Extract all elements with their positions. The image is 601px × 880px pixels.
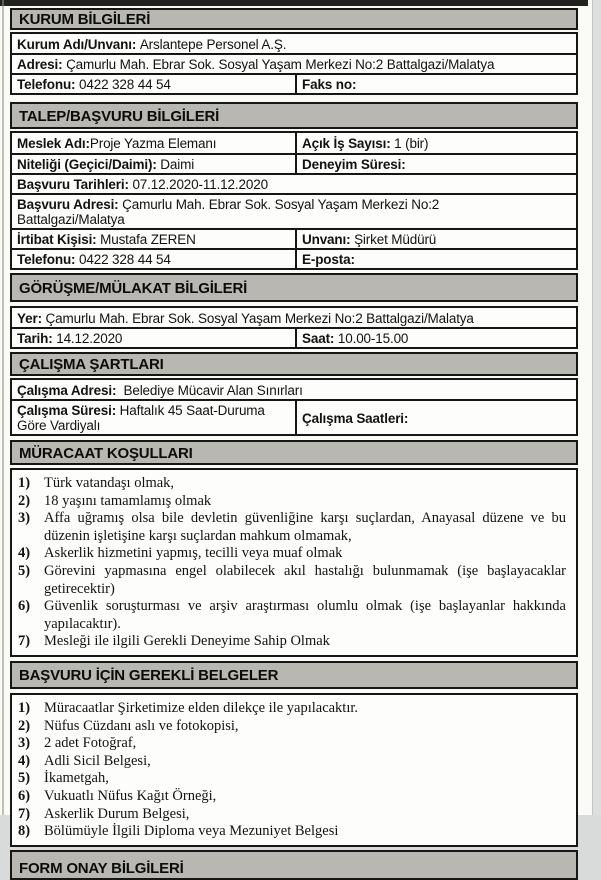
calisma-suresi-value: Haftalık 45 Saat-Duruma Göre Vardiyalı <box>17 403 269 433</box>
list-item-number: 8) <box>18 823 31 840</box>
kurum-adi-label: Kurum Adı/Unvanı: <box>17 36 137 52</box>
unvani-label: Unvanı: <box>302 232 351 247</box>
tarih-value: 14.12.2020 <box>52 331 123 346</box>
telefonu-label: Telefonu: <box>17 252 76 267</box>
list-item <box>14 475 566 493</box>
list-item-number: 5) <box>18 562 31 579</box>
list-item-text: Askerlik hizmetini yapmış, tecilli veya muaf olmak <box>44 545 343 562</box>
list-item-text: Görevini yapmasına engel olabilecek akıl hastalığı bulunmamak (işe başlayacaklar getirecektir) <box>44 562 566 597</box>
calisma-adresi-label: Çalışma Adresi: <box>17 382 117 398</box>
basvuru-adresi-label: Başvuru Adresi: <box>17 197 119 212</box>
list-item <box>14 598 566 633</box>
irtibat-kisisi-label: İrtibat Kişisi: <box>17 232 97 247</box>
list-item <box>14 545 566 563</box>
list-item-text: Vukuatlı Nüfus Kağıt Örneği, <box>44 787 217 804</box>
scan-left-edge-shadow <box>2 0 4 815</box>
list-item <box>14 700 566 718</box>
section-title: GÖRÜŞME/MÜLAKAT BİLGİLERİ <box>19 279 248 297</box>
list-item-text: Mesleği ile ilgili Gerekli Deneyime Sahip Olmak <box>44 633 330 650</box>
niteligi-label: Niteliği (Geçici/Daimi): <box>17 157 157 172</box>
acik-is-label: Açık İş Sayısı: <box>302 136 391 151</box>
table-row-basvuru-tarihleri <box>12 173 576 193</box>
list-item <box>14 633 566 651</box>
table-row-adresi <box>12 53 576 73</box>
section-title: MÜRACAAT KOŞULLARI <box>19 444 193 462</box>
list-item-text: Nüfus Cüzdanı aslı ve fotokopisi, <box>44 717 239 734</box>
basvuru-tarihleri-value: 07.12.2020-11.12.2020 <box>128 177 268 192</box>
unvani-value: Şirket Müdürü <box>350 232 437 247</box>
list-item-text: Adli Sicil Belgesi, <box>44 752 151 769</box>
calisma-adresi-value: Belediye Mücavir Alan Sınırları <box>116 382 303 398</box>
list-item-number: 4) <box>18 752 31 769</box>
adresi-value: Çamurlu Mah. Ebrar Sok. Sosyal Yaşam Merkezi No:2 Battalgazi/Malatya <box>62 57 495 72</box>
table-row-basvuru-adresi <box>12 193 576 228</box>
scan-background-right <box>592 0 601 815</box>
table-row-yer <box>12 308 576 327</box>
list-item-number: 4) <box>18 545 31 562</box>
list-item <box>14 493 566 511</box>
section-title: BAŞVURU İÇİN GEREKLİ BELGELER <box>19 666 279 684</box>
job-posting-form <box>10 8 578 880</box>
list-item-number: 2) <box>18 717 31 734</box>
section-header-talep-basvuru <box>10 102 578 129</box>
list-item-number: 6) <box>18 598 31 615</box>
list-item-number: 1) <box>18 699 31 716</box>
list-item-text: Affa uğramış olsa bile devletin güvenliğine karşı suçlardan, Anayasal düzene ve bu düzenin işletişine karşı suçlardan mahkum olmamak, <box>44 510 566 544</box>
list-item-number: 3) <box>18 735 31 752</box>
saat-label: Saat: <box>302 331 335 346</box>
table-row-tarih-saat <box>12 327 576 347</box>
list-item-text: 2 adet Fotoğraf, <box>44 735 137 752</box>
basvuru-adresi-value-line1: Çamurlu Mah. Ebrar Sok. Sosyal Yaşam Merkezi No:2 <box>118 197 440 212</box>
talep-basvuru-table <box>10 131 578 270</box>
telefonu-value: 0422 328 44 54 <box>75 77 171 92</box>
list-item <box>14 563 566 598</box>
list-item-number: 3) <box>18 510 31 527</box>
calisma-suresi-label: Çalışma Süresi: <box>17 403 117 418</box>
list-item <box>14 823 566 841</box>
gorusme-mulakat-table <box>10 306 578 349</box>
table-row-meslek-acikis <box>12 133 576 153</box>
section-header-calisma-sartlari <box>10 352 578 376</box>
section-title: ÇALIŞMA ŞARTLARI <box>19 356 164 373</box>
list-item-text: Türk vatandaşı olmak, <box>44 475 175 491</box>
gerekli-belgeler-list <box>10 693 578 847</box>
meslek-adi-label: Meslek Adı: <box>17 136 90 151</box>
table-row-calisma-adresi <box>12 380 576 399</box>
list-item <box>14 788 566 806</box>
acik-is-value: 1 (bir) <box>390 136 429 151</box>
table-row-calisma-suresi-saatleri <box>12 399 576 434</box>
table-row-irtibat-unvan <box>12 228 576 248</box>
section-title: FORM ONAY BİLGİLERİ <box>19 860 184 878</box>
yer-label: Yer: <box>17 310 42 326</box>
section-header-kurum-bilgileri <box>10 8 578 30</box>
irtibat-kisisi-value: Mustafa ZEREN <box>96 232 196 247</box>
calisma-saatleri-label: Çalışma Saatleri: <box>302 410 409 426</box>
section-header-gerekli-belgeler <box>10 661 578 689</box>
tarih-label: Tarih: <box>17 331 53 346</box>
list-item <box>14 770 566 788</box>
list-item-number: 2) <box>18 492 31 509</box>
scan-top-edge <box>0 0 588 6</box>
kurum-adi-value: Arslantepe Personel A.Ş. <box>136 36 287 52</box>
list-item <box>14 753 566 771</box>
table-row-telefon-eposta <box>12 248 576 268</box>
yer-value: Çamurlu Mah. Ebrar Sok. Sosyal Yaşam Merkezi No:2 Battalgazi/Malatya <box>41 310 474 326</box>
list-item-number: 7) <box>18 633 31 650</box>
list-item-text: Askerlik Durum Belgesi, <box>44 805 190 822</box>
section-header-gorusme-mulakat <box>10 273 578 302</box>
list-item <box>14 806 566 824</box>
adresi-label: Adresi: <box>17 57 63 72</box>
telefonu-value: 0422 328 44 54 <box>75 252 171 267</box>
list-item <box>14 510 566 545</box>
faks-label: Faks no: <box>302 77 357 92</box>
meslek-adi-value: Proje Yazma Elemanı <box>89 136 217 151</box>
table-row-nitelik-deneyim <box>12 153 576 173</box>
basvuru-adresi-value-line2: Battalgazi/Malatya <box>17 212 125 227</box>
list-item-text: Bölümüyle İlgili Diploma veya Mezuniyet Belgesi <box>44 823 339 840</box>
list-item-number: 7) <box>18 805 31 822</box>
table-row-telefon-faks <box>12 73 576 93</box>
kurum-bilgileri-table <box>10 32 578 95</box>
eposta-label: E-posta: <box>302 252 355 267</box>
list-item <box>14 735 566 753</box>
list-item-text: Müracaatlar Şirketimize elden dilekçe ile yapılacaktır. <box>44 699 359 716</box>
list-item-number: 1) <box>18 475 31 491</box>
niteligi-value: Daimi <box>156 157 195 172</box>
basvuru-tarihleri-label: Başvuru Tarihleri: <box>17 177 129 192</box>
list-item-number: 5) <box>18 770 31 787</box>
telefonu-label: Telefonu: <box>17 77 76 92</box>
section-title: TALEP/BAŞVURU BİLGİLERİ <box>19 107 220 125</box>
section-header-muracaat-kosullari <box>10 440 578 465</box>
saat-value: 10.00-15.00 <box>334 331 409 346</box>
list-item-text: İkametgah, <box>44 770 109 787</box>
calisma-sartlari-table <box>10 378 578 436</box>
table-row-kurum-adi <box>12 34 576 53</box>
section-header-form-onay <box>10 850 578 880</box>
list-item-number: 6) <box>18 787 31 804</box>
deneyim-suresi-label: Deneyim Süresi: <box>302 157 406 172</box>
list-item-text: Güvenlik soruşturması ve arşiv araştırması olumlu olmak (işe başlayanlar hakkında yapılacaktır). <box>44 598 566 632</box>
list-item-text: 18 yaşını tamamlamış olmak <box>44 492 212 509</box>
list-item <box>14 718 566 736</box>
muracaat-kosullari-list <box>10 468 578 657</box>
section-title: KURUM BİLGİLERİ <box>19 11 151 28</box>
